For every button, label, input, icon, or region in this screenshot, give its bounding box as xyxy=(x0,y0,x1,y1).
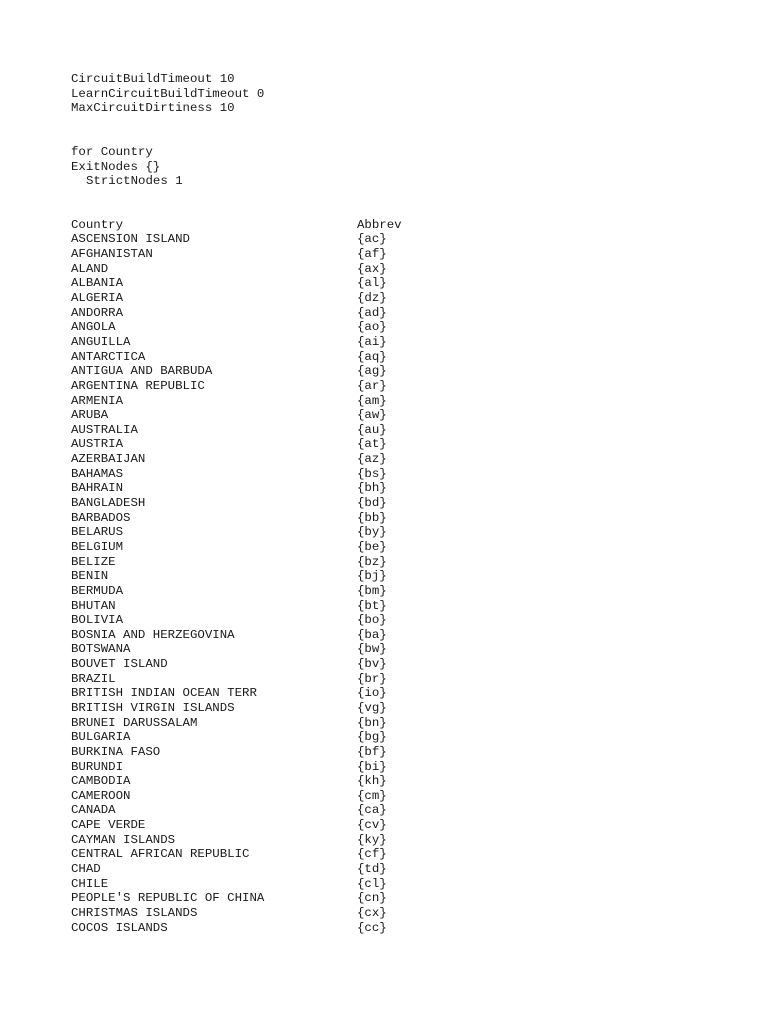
country-abbrev: {ac} xyxy=(357,232,387,247)
country-name: BANGLADESH xyxy=(71,496,146,511)
table-row xyxy=(71,262,731,277)
country-abbrev: {ky} xyxy=(357,832,387,847)
country-name: ASCENSION ISLAND xyxy=(71,232,190,247)
spacer xyxy=(71,116,731,145)
country-abbrev: {am} xyxy=(357,393,387,408)
country-abbrev: {cx} xyxy=(357,905,387,920)
table-row xyxy=(71,350,731,365)
country-abbrev: {bt} xyxy=(357,598,387,613)
table-row xyxy=(71,716,731,731)
table-row xyxy=(71,628,731,643)
country-name: CANADA xyxy=(71,803,116,818)
table-row xyxy=(71,555,731,570)
country-abbrev: {bz} xyxy=(357,554,387,569)
country-name: BAHAMAS xyxy=(71,466,124,481)
strict-nodes-line: StrictNodes 1 xyxy=(86,174,183,189)
exit-heading: for Country xyxy=(71,144,153,159)
country-abbrev: {td} xyxy=(357,862,387,877)
country-abbrev: {ax} xyxy=(357,261,387,276)
country-name: BRAZIL xyxy=(71,671,116,686)
country-abbrev: {bo} xyxy=(357,613,387,628)
country-name: CHILE xyxy=(71,876,109,891)
country-abbrev: {be} xyxy=(357,539,387,554)
country-name: BRITISH VIRGIN ISLANDS xyxy=(71,700,235,715)
table-row xyxy=(71,818,731,833)
country-name: ARUBA xyxy=(71,408,109,423)
table-row xyxy=(71,481,731,496)
table-row xyxy=(71,232,731,247)
table-row xyxy=(71,306,731,321)
country-abbrev: {ca} xyxy=(357,803,387,818)
country-abbrev: {ba} xyxy=(357,627,387,642)
table-row xyxy=(71,379,731,394)
country-name: BHUTAN xyxy=(71,598,116,613)
table-row xyxy=(71,745,731,760)
table-row xyxy=(71,437,731,452)
country-name: AUSTRIA xyxy=(71,437,124,452)
country-name: ANDORRA xyxy=(71,305,124,320)
country-name: BOLIVIA xyxy=(71,613,124,628)
country-name: CAYMAN ISLANDS xyxy=(71,832,176,847)
country-abbrev: {cn} xyxy=(357,891,387,906)
country-name: COCOS ISLANDS xyxy=(71,920,168,935)
country-name: BELIZE xyxy=(71,554,116,569)
country-name: BARBADOS xyxy=(71,510,131,525)
config-line: LearnCircuitBuildTimeout 0 xyxy=(71,86,265,101)
country-abbrev: {bi} xyxy=(357,759,387,774)
table-row xyxy=(71,408,731,423)
country-name: CENTRAL AFRICAN REPUBLIC xyxy=(71,847,250,862)
country-abbrev: {vg} xyxy=(357,700,387,715)
country-name: BAHRAIN xyxy=(71,481,124,496)
table-row xyxy=(71,525,731,540)
country-abbrev: {bb} xyxy=(357,510,387,525)
table-row xyxy=(71,672,731,687)
country-name: BENIN xyxy=(71,569,109,584)
country-abbrev: {af} xyxy=(357,247,387,262)
country-abbrev: {ad} xyxy=(357,305,387,320)
table-row xyxy=(71,760,731,775)
country-table xyxy=(71,218,731,935)
table-row xyxy=(71,291,731,306)
table-row xyxy=(71,276,731,291)
country-abbrev: {ai} xyxy=(357,334,387,349)
table-row xyxy=(71,613,731,628)
country-name: BRITISH INDIAN OCEAN TERR xyxy=(71,686,257,701)
country-abbrev: {bf} xyxy=(357,744,387,759)
country-abbrev: {aq} xyxy=(357,349,387,364)
config-line: MaxCircuitDirtiness 10 xyxy=(71,101,235,116)
table-row xyxy=(71,642,731,657)
country-abbrev: {bd} xyxy=(357,496,387,511)
table-row xyxy=(71,701,731,716)
country-name: PEOPLE'S REPUBLIC OF CHINA xyxy=(71,891,265,906)
country-name: CAMBODIA xyxy=(71,774,131,789)
country-abbrev: {bm} xyxy=(357,583,387,598)
country-abbrev: {ao} xyxy=(357,320,387,335)
country-name: BELARUS xyxy=(71,525,124,540)
country-abbrev: {bw} xyxy=(357,642,387,657)
column-header-abbrev: Abbrev xyxy=(357,217,402,232)
country-name: CAMEROON xyxy=(71,788,131,803)
country-name: BOTSWANA xyxy=(71,642,131,657)
country-name: BURKINA FASO xyxy=(71,744,161,759)
table-row xyxy=(71,394,731,409)
country-abbrev: {az} xyxy=(357,452,387,467)
country-abbrev: {bj} xyxy=(357,569,387,584)
country-abbrev: {bh} xyxy=(357,481,387,496)
country-name: ANGOLA xyxy=(71,320,116,335)
table-row xyxy=(71,335,731,350)
table-row xyxy=(71,657,731,672)
country-name: ALGERIA xyxy=(71,291,124,306)
table-row xyxy=(71,320,731,335)
table-row xyxy=(71,730,731,745)
country-name: ALAND xyxy=(71,261,109,276)
country-name: CAPE VERDE xyxy=(71,818,146,833)
table-row xyxy=(71,789,731,804)
exit-nodes-line: ExitNodes {} xyxy=(71,159,161,174)
country-name: ARGENTINA REPUBLIC xyxy=(71,378,205,393)
country-abbrev: {kh} xyxy=(357,774,387,789)
table-header-row xyxy=(71,218,731,233)
country-abbrev: {cm} xyxy=(357,788,387,803)
country-abbrev: {br} xyxy=(357,671,387,686)
country-name: ANTIGUA AND BARBUDA xyxy=(71,364,213,379)
country-name: BULGARIA xyxy=(71,730,131,745)
table-row xyxy=(71,891,731,906)
spacer xyxy=(71,189,731,218)
country-name: ALBANIA xyxy=(71,276,124,291)
country-name: ANTARCTICA xyxy=(71,349,146,364)
table-row xyxy=(71,467,731,482)
country-name: ANGUILLA xyxy=(71,334,131,349)
table-row xyxy=(71,569,731,584)
country-abbrev: {bg} xyxy=(357,730,387,745)
country-abbrev: {by} xyxy=(357,525,387,540)
table-row xyxy=(71,833,731,848)
table-row xyxy=(71,511,731,526)
config-block xyxy=(71,72,731,116)
country-abbrev: {ar} xyxy=(357,378,387,393)
table-row xyxy=(71,686,731,701)
exit-block xyxy=(71,145,731,189)
country-abbrev: {au} xyxy=(357,422,387,437)
country-name: ARMENIA xyxy=(71,393,124,408)
country-name: BELGIUM xyxy=(71,539,124,554)
country-name: AZERBAIJAN xyxy=(71,452,146,467)
table-row xyxy=(71,862,731,877)
country-abbrev: {cl} xyxy=(357,876,387,891)
table-row xyxy=(71,921,731,936)
country-name: CHAD xyxy=(71,862,101,877)
country-abbrev: {aw} xyxy=(357,408,387,423)
country-name: BURUNDI xyxy=(71,759,124,774)
table-row xyxy=(71,584,731,599)
country-abbrev: {bn} xyxy=(357,715,387,730)
country-abbrev: {bs} xyxy=(357,466,387,481)
country-abbrev: {at} xyxy=(357,437,387,452)
table-row xyxy=(71,774,731,789)
table-row xyxy=(71,423,731,438)
country-abbrev: {bv} xyxy=(357,657,387,672)
table-row xyxy=(71,599,731,614)
country-name: AFGHANISTAN xyxy=(71,247,153,262)
country-name: CHRISTMAS ISLANDS xyxy=(71,905,198,920)
country-name: AUSTRALIA xyxy=(71,422,138,437)
country-name: BRUNEI DARUSSALAM xyxy=(71,715,198,730)
country-abbrev: {cf} xyxy=(357,847,387,862)
country-abbrev: {dz} xyxy=(357,291,387,306)
table-row xyxy=(71,877,731,892)
table-body xyxy=(71,232,731,935)
document-page xyxy=(71,72,731,935)
table-row xyxy=(71,452,731,467)
column-header-country: Country xyxy=(71,217,124,232)
country-abbrev: {al} xyxy=(357,276,387,291)
country-abbrev: {cv} xyxy=(357,818,387,833)
country-name: BOSNIA AND HERZEGOVINA xyxy=(71,627,235,642)
country-abbrev: {cc} xyxy=(357,920,387,935)
table-row xyxy=(71,906,731,921)
table-row xyxy=(71,247,731,262)
table-row xyxy=(71,540,731,555)
country-abbrev: {io} xyxy=(357,686,387,701)
config-line: CircuitBuildTimeout 10 xyxy=(71,72,235,86)
table-row xyxy=(71,803,731,818)
table-row xyxy=(71,847,731,862)
country-abbrev: {ag} xyxy=(357,364,387,379)
table-row xyxy=(71,364,731,379)
table-row xyxy=(71,496,731,511)
country-name: BOUVET ISLAND xyxy=(71,657,168,672)
country-name: BERMUDA xyxy=(71,583,124,598)
